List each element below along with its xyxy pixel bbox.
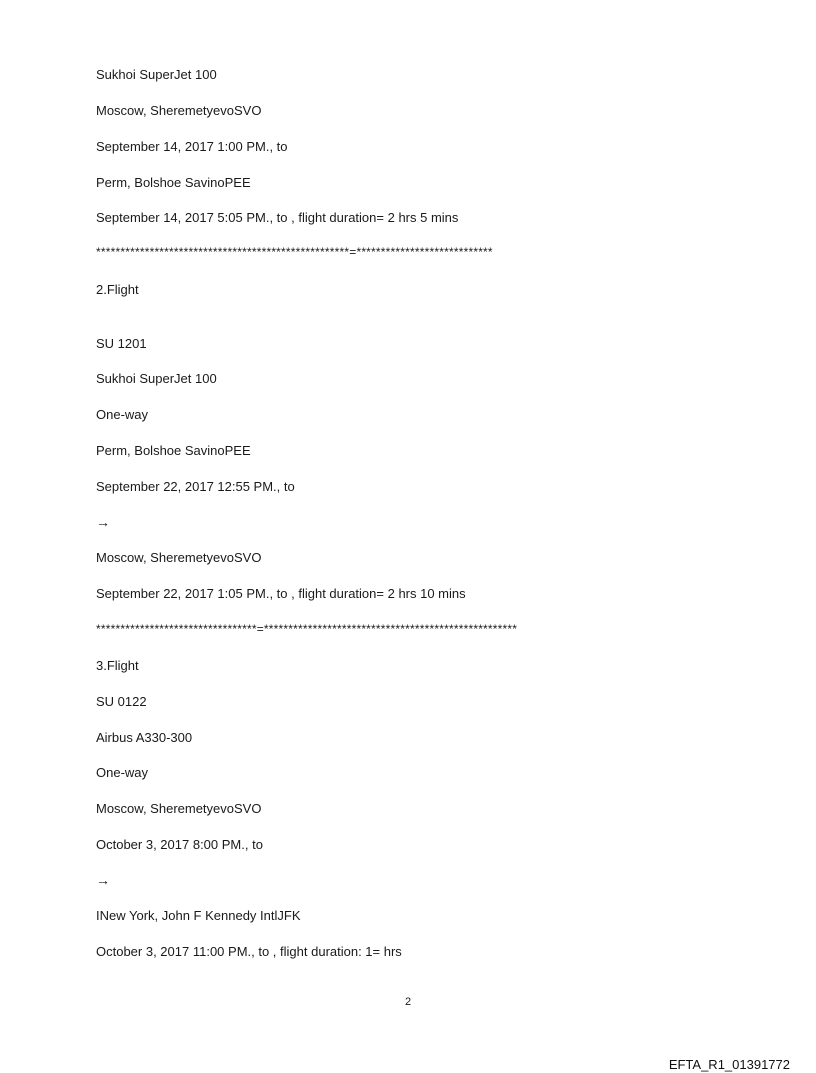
aircraft-type: Sukhoi SuperJet 100 [96,67,217,82]
arrival-time: October 3, 2017 11:00 PM., to , flight duration: 1= hrs [96,944,402,959]
separator-line: *********************************=**************************************************** [96,622,518,636]
trip-type: One-way [96,407,149,422]
departure-airport: Perm, Bolshoe SavinoPEE [96,443,251,458]
departure-airport: Moscow, SheremetyevoSVO [96,103,262,118]
separator-line: ****************************************************=**************************** [96,245,493,259]
document-id: EFTA_R1_01391772 [668,1057,790,1072]
arrival-time: September 14, 2017 5:05 PM., to , flight duration= 2 hrs 5 mins [96,210,459,225]
arrival-airport: Moscow, SheremetyevoSVO [96,550,262,565]
departure-time: October 3, 2017 8:00 PM., to [96,837,263,852]
aircraft-type: Sukhoi SuperJet 100 [96,371,217,386]
arrow-icon: → [96,872,110,888]
departure-time: September 22, 2017 12:55 PM., to [96,479,295,494]
arrival-airport: Perm, Bolshoe SavinoPEE [96,175,251,190]
flight-number: SU 0122 [96,694,147,709]
departure-time: September 14, 2017 1:00 PM., to [96,139,288,154]
trip-type: One-way [96,765,149,780]
departure-airport: Moscow, SheremetyevoSVO [96,801,262,816]
aircraft-type: Airbus A330-300 [96,730,193,745]
arrow-icon: → [96,514,110,530]
arrival-airport: INew York, John F Kennedy IntlJFK [96,908,301,923]
page-number: 2 [404,996,412,1008]
flight-heading: 3.Flight [96,658,139,673]
flight-number: SU 1201 [96,336,147,351]
flight-heading: 2.Flight [96,282,139,297]
arrival-time: September 22, 2017 1:05 PM., to , flight duration= 2 hrs 10 mins [96,586,466,601]
